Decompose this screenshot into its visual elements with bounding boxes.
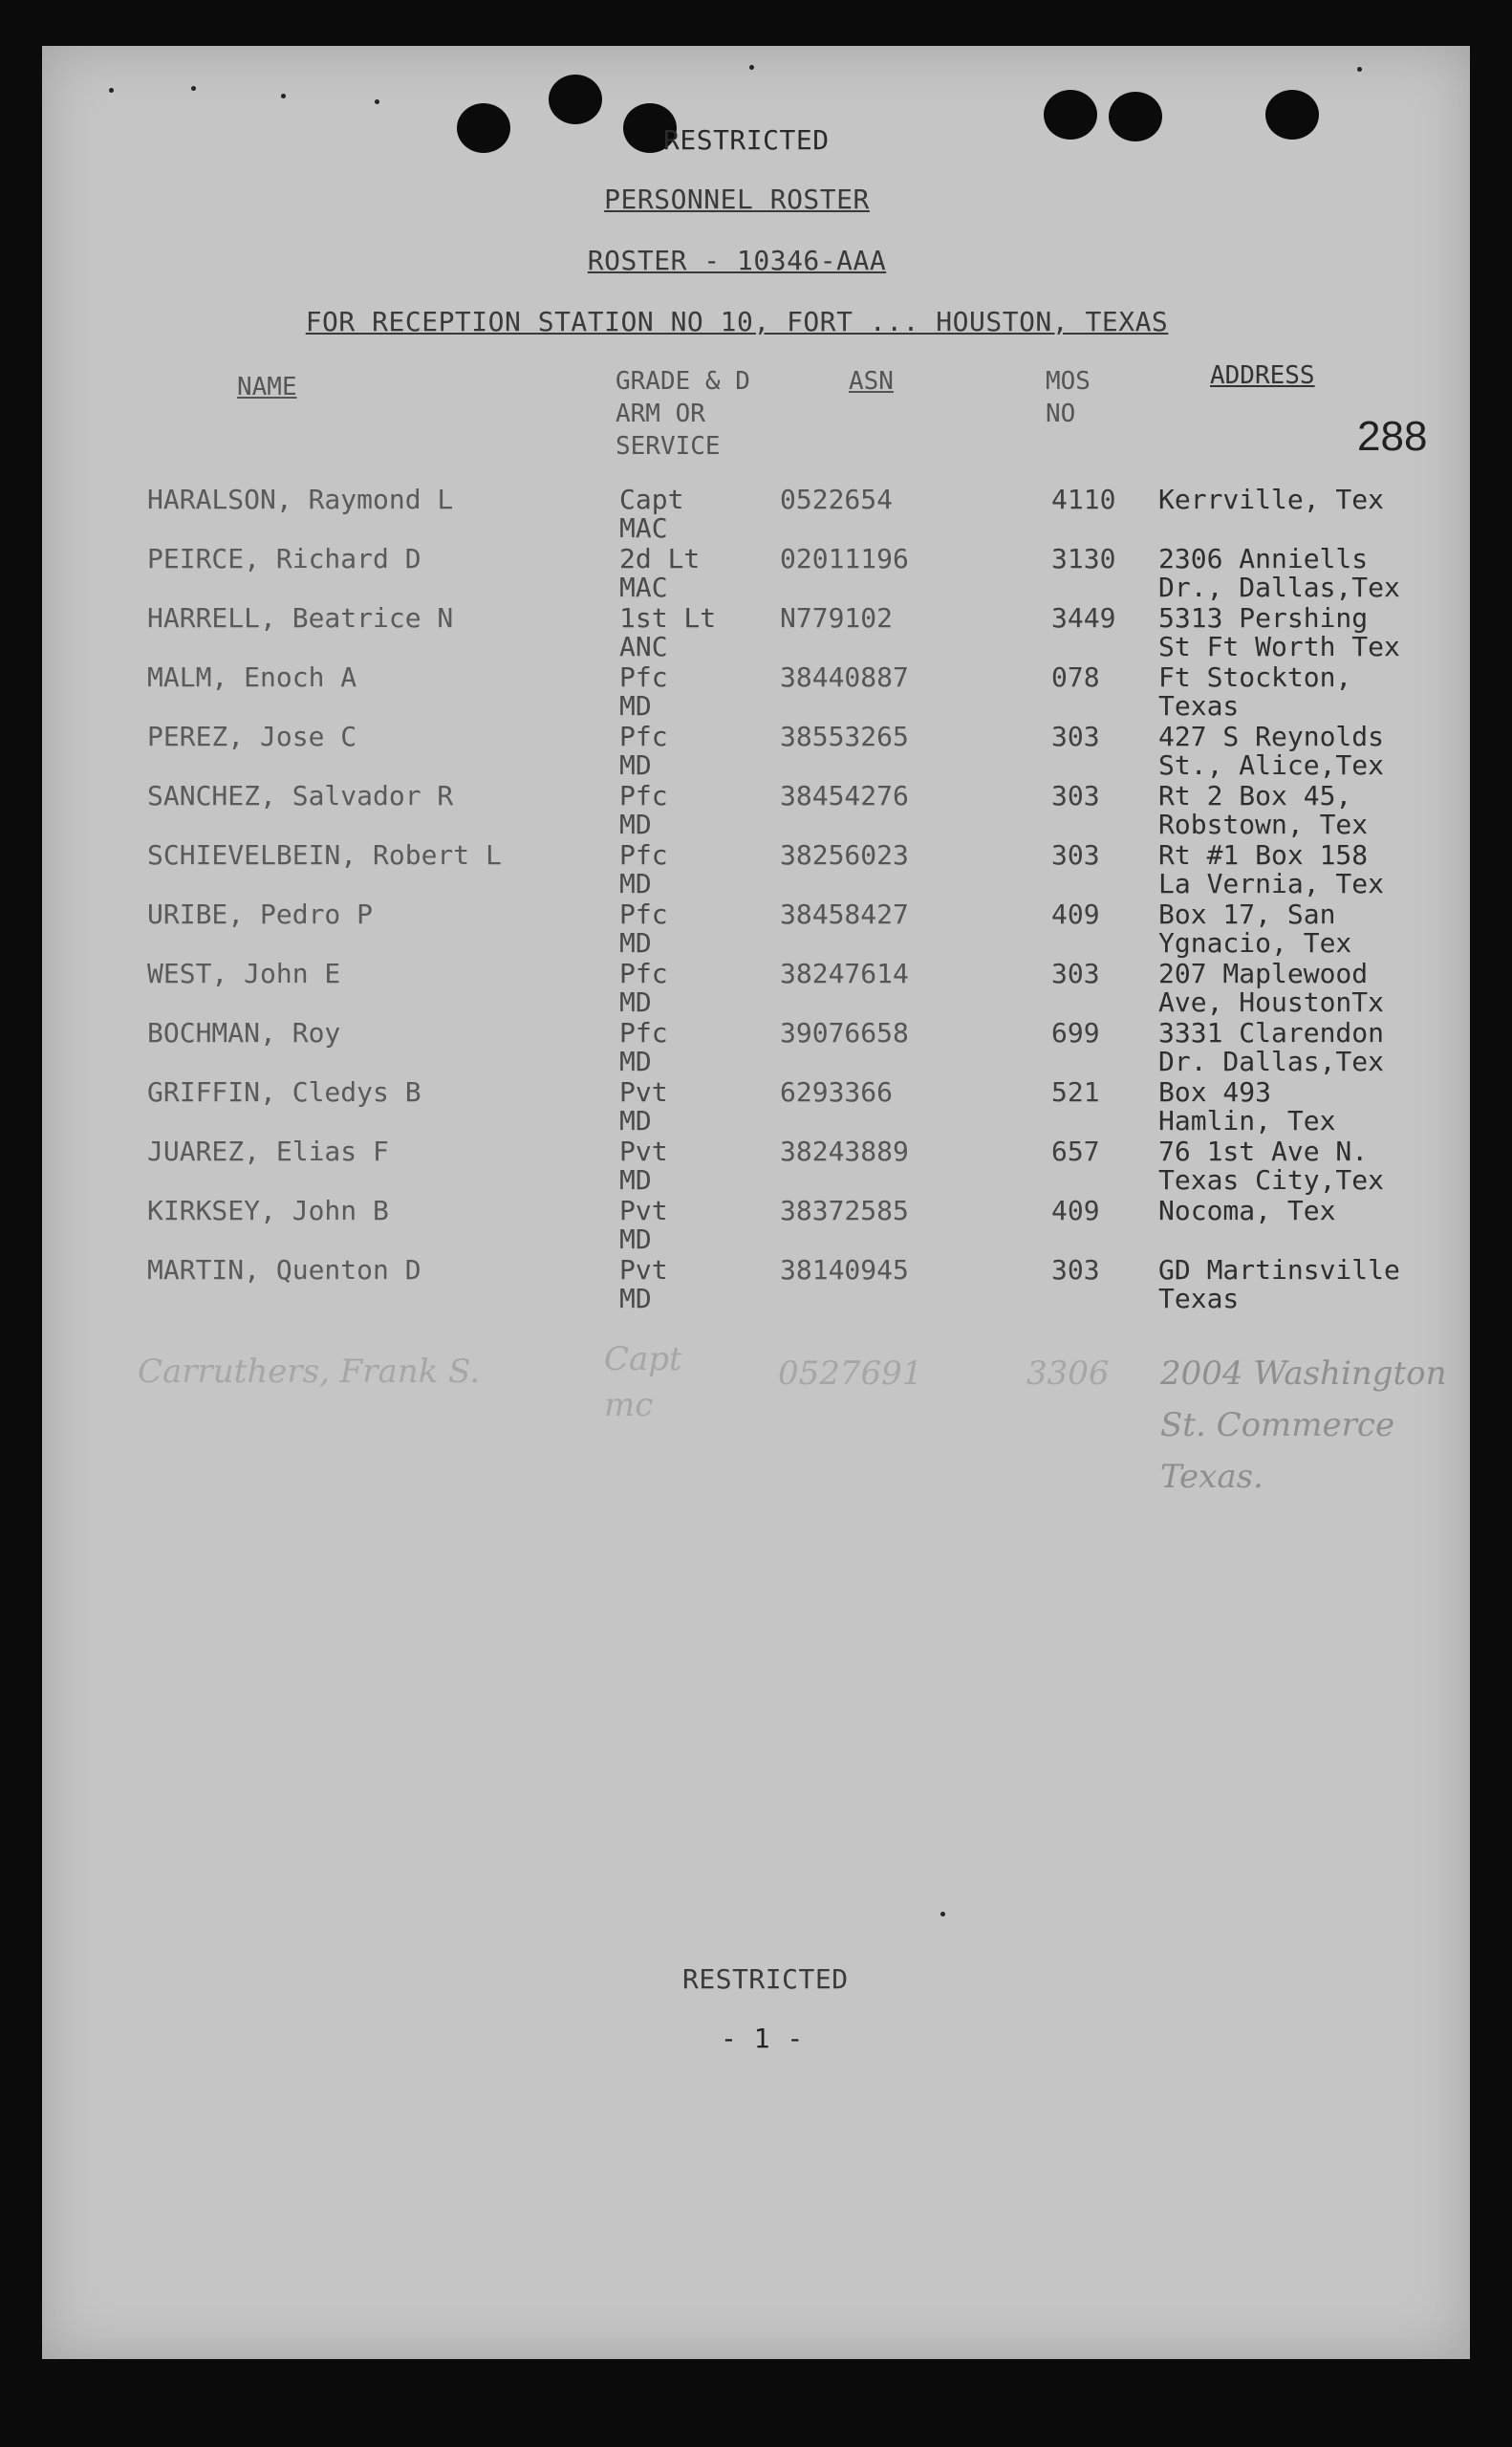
punch-hole-5 [1109, 92, 1162, 141]
row-asn: 6293366 [780, 1076, 894, 1108]
handwritten-mos: 3306 [1026, 1354, 1110, 1393]
row-grade: Capt MAC [619, 484, 684, 544]
row-mos: 4110 [1051, 484, 1116, 515]
row-asn: 38372585 [780, 1195, 909, 1226]
row-grade: Pfc MD [619, 780, 668, 840]
row-grade: Pvt MD [619, 1254, 668, 1314]
row-name: SCHIEVELBEIN, Robert L [147, 839, 502, 871]
col-mos-header: MOS NO [1046, 367, 1091, 428]
dust-speck [375, 99, 379, 104]
dust-speck [749, 65, 754, 70]
row-name: KIRKSEY, John B [147, 1195, 389, 1226]
table-row [42, 545, 1470, 604]
row-asn: 38553265 [780, 721, 909, 752]
roster-title: PERSONNEL ROSTER [604, 184, 870, 215]
row-mos: 078 [1051, 661, 1100, 693]
row-asn: 38243889 [780, 1136, 909, 1167]
row-mos: 303 [1051, 1254, 1100, 1286]
page-number-stamp: 288 [1357, 413, 1428, 460]
row-name: PEIRCE, Richard D [147, 543, 421, 574]
row-address: 207 Maplewood Ave, HoustonTx [1158, 958, 1385, 1018]
row-mos: 303 [1051, 958, 1100, 989]
col-grade-header: GRADE & D ARM OR SERVICE [616, 367, 750, 461]
table-row [42, 1019, 1470, 1078]
row-grade: Pfc MD [619, 899, 668, 959]
handwritten-address: 2004 Washington St. Commerce Texas. [1160, 1354, 1447, 1496]
row-asn: 38140945 [780, 1254, 909, 1286]
roster-id: ROSTER - 10346-AAA [587, 245, 887, 276]
row-name: SANCHEZ, Salvador R [147, 780, 454, 812]
row-name: BOCHMAN, Roy [147, 1017, 341, 1049]
row-name: MALM, Enoch A [147, 661, 357, 693]
row-mos: 409 [1051, 1195, 1100, 1226]
row-grade: 1st Lt ANC [619, 602, 717, 662]
row-mos: 303 [1051, 780, 1100, 812]
table-row [42, 900, 1470, 960]
table-row [42, 723, 1470, 782]
classification-bottom: RESTRICTED [682, 1963, 849, 1995]
row-mos: 699 [1051, 1017, 1100, 1049]
row-asn: 38256023 [780, 839, 909, 871]
page-footer-number: - 1 - [721, 2023, 804, 2054]
row-mos: 3130 [1051, 543, 1116, 574]
col-address-header: ADDRESS [1210, 361, 1315, 390]
row-asn: 38247614 [780, 958, 909, 989]
row-grade: Pvt MD [619, 1195, 668, 1255]
handwritten-grade: Capt mc [604, 1340, 682, 1424]
punch-hole-4 [1044, 90, 1097, 140]
table-row [42, 604, 1470, 663]
handwritten-asn: 0527691 [778, 1354, 923, 1393]
row-asn: 39076658 [780, 1017, 909, 1049]
col-name-header: NAME [237, 373, 297, 401]
row-mos: 303 [1051, 839, 1100, 871]
table-row [42, 782, 1470, 841]
dust-speck [191, 86, 196, 91]
table-row [42, 486, 1470, 545]
row-grade: Pvt MD [619, 1076, 668, 1137]
dust-speck [281, 94, 286, 98]
row-name: HARRELL, Beatrice N [147, 602, 454, 634]
row-address: 2306 Anniells Dr., Dallas,Tex [1158, 543, 1400, 603]
row-mos: 409 [1051, 899, 1100, 930]
row-name: WEST, John E [147, 958, 341, 989]
row-address: GD Martinsville Texas [1158, 1254, 1400, 1314]
table-row [42, 1197, 1470, 1256]
row-grade: Pfc MD [619, 958, 668, 1018]
row-asn: 02011196 [780, 543, 909, 574]
row-address: Box 493 Hamlin, Tex [1158, 1076, 1336, 1137]
row-address: 427 S Reynolds St., Alice,Tex [1158, 721, 1385, 781]
table-row [42, 960, 1470, 1019]
row-address: Rt 2 Box 45, Robstown, Tex [1158, 780, 1369, 840]
row-address: 3331 Clarendon Dr. Dallas,Tex [1158, 1017, 1385, 1077]
row-address: Nocoma, Tex [1158, 1195, 1336, 1226]
row-asn: 0522654 [780, 484, 894, 515]
row-mos: 3449 [1051, 602, 1116, 634]
row-mos: 521 [1051, 1076, 1100, 1108]
handwritten-name: Carruthers, Frank S. [138, 1353, 480, 1391]
row-address: Kerrville, Tex [1158, 484, 1385, 515]
row-address: Ft Stockton, Texas [1158, 661, 1352, 722]
row-grade: Pfc MD [619, 721, 668, 781]
row-mos: 303 [1051, 721, 1100, 752]
table-row [42, 841, 1470, 900]
punch-hole-1 [457, 103, 510, 153]
row-name: HARALSON, Raymond L [147, 484, 454, 515]
row-name: URIBE, Pedro P [147, 899, 374, 930]
table-row [42, 1078, 1470, 1137]
row-grade: 2d Lt MAC [619, 543, 701, 603]
dust-speck [109, 88, 114, 93]
row-name: PEREZ, Jose C [147, 721, 357, 752]
row-asn: 38458427 [780, 899, 909, 930]
dust-speck [940, 1912, 945, 1916]
dust-speck [1357, 67, 1362, 72]
row-grade: Pfc MD [619, 661, 668, 722]
row-mos: 657 [1051, 1136, 1100, 1167]
table-row [42, 1137, 1470, 1197]
punch-hole-2 [549, 75, 602, 124]
roster-page [42, 46, 1470, 2359]
row-grade: Pvt MD [619, 1136, 668, 1196]
row-name: JUAREZ, Elias F [147, 1136, 389, 1167]
row-asn: 38454276 [780, 780, 909, 812]
row-grade: Pfc MD [619, 839, 668, 899]
table-row [42, 663, 1470, 723]
row-address: 5313 Pershing St Ft Worth Tex [1158, 602, 1400, 662]
col-asn-header: ASN [849, 367, 894, 396]
row-asn: 38440887 [780, 661, 909, 693]
row-name: GRIFFIN, Cledys B [147, 1076, 421, 1108]
row-address: 76 1st Ave N. Texas City,Tex [1158, 1136, 1385, 1196]
punch-hole-6 [1265, 90, 1319, 140]
table-row [42, 1256, 1470, 1315]
row-asn: N779102 [780, 602, 894, 634]
row-name: MARTIN, Quenton D [147, 1254, 421, 1286]
row-address: Box 17, San Ygnacio, Tex [1158, 899, 1352, 959]
classification-top: RESTRICTED [663, 124, 830, 156]
row-address: Rt #1 Box 158 La Vernia, Tex [1158, 839, 1385, 899]
row-grade: Pfc MD [619, 1017, 668, 1077]
roster-subtitle: FOR RECEPTION STATION NO 10, FORT ... HOUSTON, TEXAS [305, 306, 1169, 337]
